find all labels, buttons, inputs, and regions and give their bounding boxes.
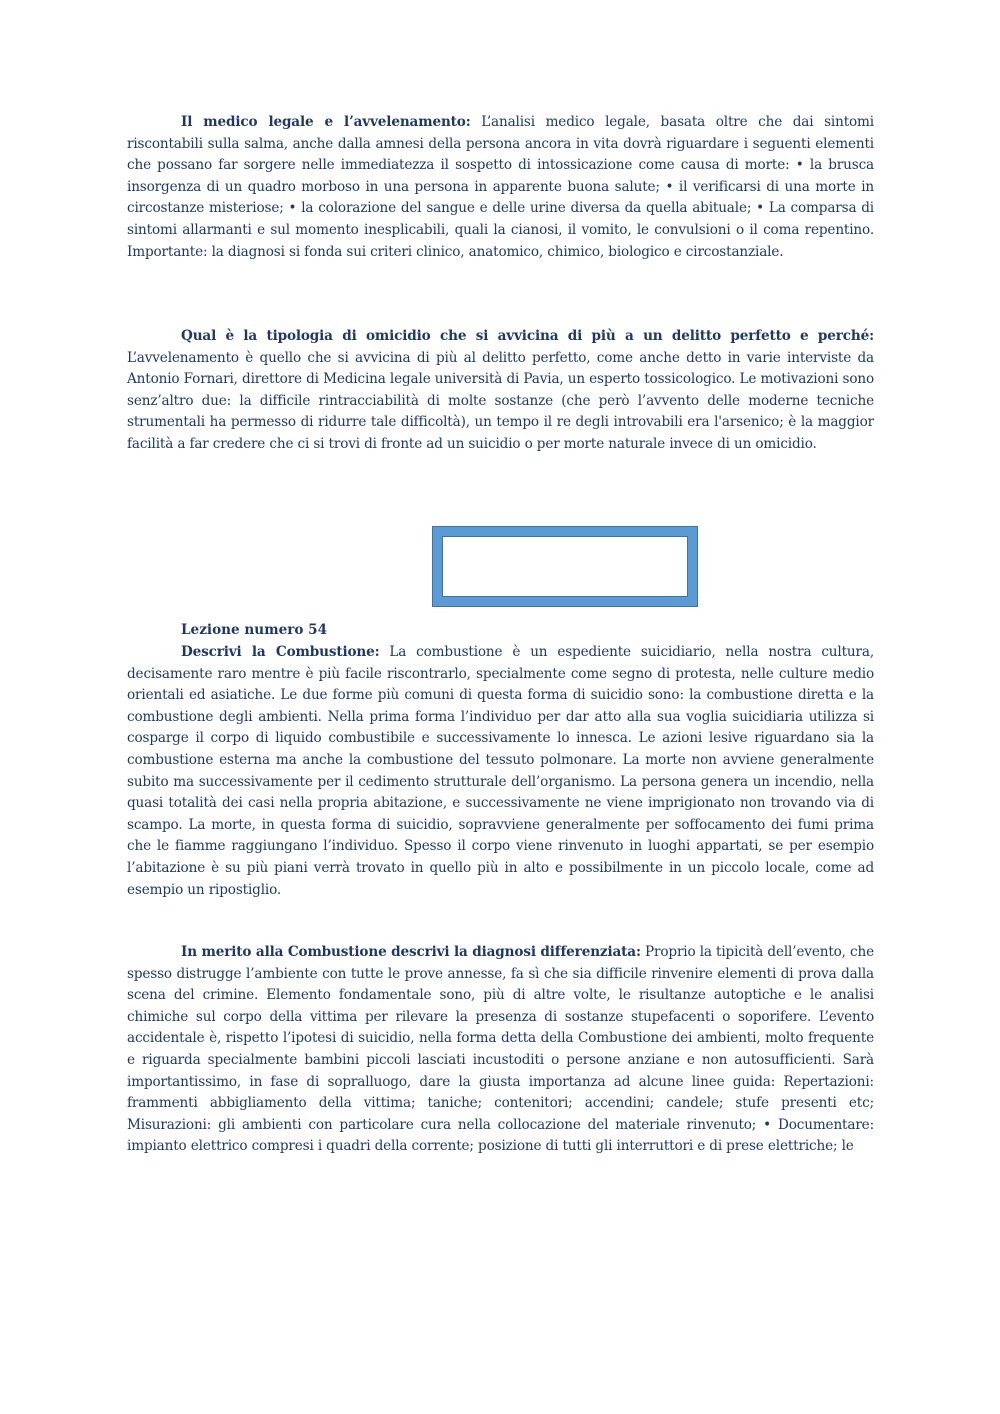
section-heading: Qual è la tipologia di omicidio che si avvicina di più a un delitto perfetto e perché:	[181, 328, 874, 344]
section-heading: Il medico legale e l’avvelenamento:	[181, 114, 471, 130]
section-heading: Descrivi la Combustione:	[181, 644, 380, 660]
section-body: La combustione è un espediente suicidiario, nella nostra cultura, decisamente raro mentre è più facile riscontrarlo, specialmente come segno di protesta, nelle culture medio orientali ed asiatiche. Le due forme più comuni di questa forma di suicidio sono: la combustione diretta e la combustione degli ambienti. Nella prima forma l’individuo per dar atto alla sua voglia suicidiaria utilizza si cosparge il corpo di liquido combustibile e successivamente lo innesca. Le azioni lesive riguardano sia la combustione esterna ma anche la combustione del tessuto polmonare. La morte non avviene generalmente subito ma successivamente per il cedimento strutturale dell’organismo. La persona genera un incendio, nella quasi totalità dei casi nella propria abitazione, e successivamente ne viene imprigionato non trovando via di scampo. La morte, in questa forma di suicidio, sopravviene generalmente per soffocamento dei fumi prima che le fiamme raggiungano l’individuo. Spesso il corpo viene rinvenuto in luoghi appartati, se per esempio l’abitazione è su più piani verrà trovato in quello più in alto e possibilmente in un piccolo locale, come ad esempio un ripostiglio.	[127, 644, 874, 898]
section-heading: In merito alla Combustione descrivi la diagnosi differenziata:	[181, 944, 641, 960]
section-diagnosi-differenziata	[127, 942, 874, 1158]
section-body: L’analisi medico legale, basata oltre che dai sintomi riscontabili sulla salma, anche dalla amnesi della persona ancora in vita dovrà riguardare i seguenti elementi che possano far sorgere nelle immediatezza il sospetto di intossicazione come causa di morte: • la brusca insorgenza di un quadro morboso in una persona in apparente buona salute; • il verificarsi di una morte in circostanze misteriose; • la colorazione del sangue e delle urine diversa da quella abituale; • La comparsa di sintomi allarmanti e sul momento inesplicabili, quali la cianosi, il vomito, le convulsioni o il coma repentino. Importante: la diagnosi si fonda sui criteri clinico, anatomico, chimico, biologico e circostanziale.	[127, 114, 874, 260]
lesson-title: Lezione numero 54	[181, 622, 328, 638]
empty-text-box	[432, 526, 698, 607]
section-delitto-perfetto	[127, 326, 874, 456]
section-body: Proprio la tipicità dell’evento, che spesso distrugge l’ambiente con tutte le prove annesse, fa sì che sia difficile rinvenire elementi di prova dalla scena del crimine. Elemento fondamentale sono, più di altre volte, le risultanze autoptiche e le analisi chimiche sul corpo della vittima per rilevare la presenza di sostanze stupefacenti o soporifere. L’evento accidentale è, rispetto l’ipotesi di suicidio, nella forma detta della Combustione dei ambienti, molto frequente e riguarda specialmente bambini piccoli lasciati incustoditi o persone anziane e non autosufficienti. Sarà importantissimo, in fase di sopralluogo, dare la giusta importanza ad alcune linee guida: Repertazioni: frammenti abbigliamento della vittima; taniche; contenitori; accendini; candele; stufe presenti etc; Misurazioni: gli ambienti con particolare cura nella collocazione del materiale rinvenuto; • Documentare: impianto elettrico compresi i quadri della corrente; posizione di tutti gli interruttori e di prese elettriche; le	[127, 944, 874, 1155]
empty-text-box-inner	[442, 536, 688, 597]
section-body: L’avvelenamento è quello che si avvicina di più al delitto perfetto, come anche detto in varie interviste da Antonio Fornari, direttore di Medicina legale università di Pavia, un esperto tossicologico. Le motivazioni sono senz’altro due: la difficile rintracciabilità di molte sostanze (che però l’avvento delle moderne tecniche strumentali ha permesso di ridurre tale difficoltà), un tempo il re degli introvabili era l'arsenico; è la maggior facilità a far credere che ci si trovi di fronte ad un suicidio o per morte naturale invece di un omicidio.	[127, 349, 874, 452]
section-combustione	[127, 642, 874, 901]
section-avvelenamento	[127, 112, 874, 263]
